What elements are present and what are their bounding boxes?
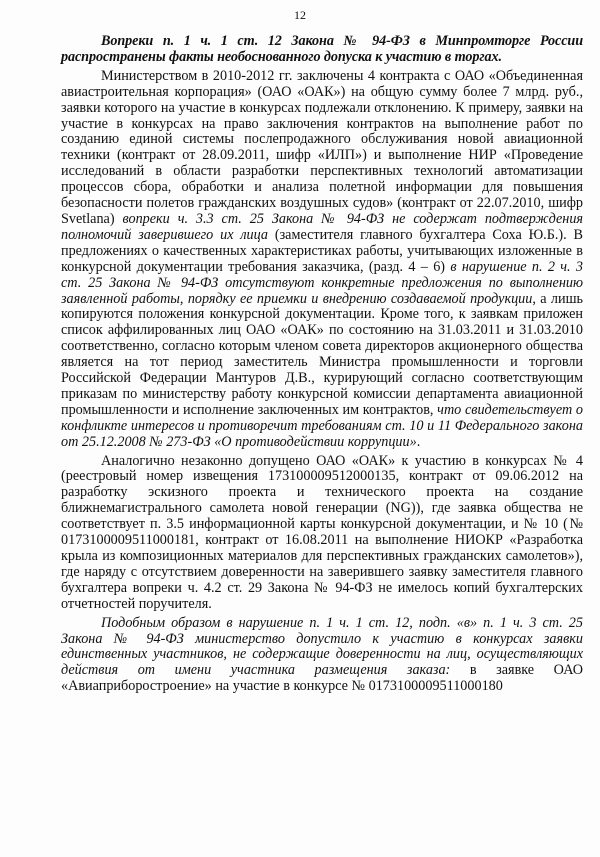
para1-seg-2: (заместителя главного бухгалтера Соха Ю.Б.). В предложениях о качественных характеристиках работы, учитывающих изложенные в конкурсной документации требования заказчика, (разд. 4 – 6) bbox=[61, 226, 583, 275]
page-number: 12 bbox=[294, 8, 306, 22]
para1-seg-6: . bbox=[416, 433, 421, 450]
para3-seg-1: в заявке ОАО «Авиаприборостроение» на участие в конкурсе № 0173100009511000180 bbox=[61, 662, 583, 695]
paragraph-3 bbox=[61, 616, 583, 696]
para1-seg-5: что свидетельствует о конфликте интересов и противоречит требованиям ст. 10 и 11 Федерального закона от 25.12.2008 № 273-ФЗ «О противодействии коррупции» bbox=[61, 401, 583, 450]
paragraph-2: Аналогично незаконно допущено ОАО «ОАК» к участию в конкурсах № 4 (реестровый номер извещения 173100009512000135, контракт от 09.06.2012 на разработку эскизного проекта и технического проекта на создание ближнемагистрального самолета новой генерации (NG)), где заявка общества не соответствует п. 3.5 информационной карты конкурсной документации, и № 10 (№ 0173100009511000181, контракт от 16.08.2011 на выполнение НИОКР «Разработка крыла из композиционных материалов для перспективных гражданских самолетов»), где наряду с отсутствием доверенности на заверившего заявку заместителя главного бухгалтера вопреки ч. 4.2 ст. 29 Закона № 94-ФЗ не имелось копий бухгалтерских отчетностей поручителя. bbox=[61, 452, 583, 612]
para1-seg-0: Министерством в 2010-2012 гг. заключены 4 контракта с ОАО «Объединенная авиастроительная корпорация» (ОАО «ОАК») на общую сумму более 7 млрд. руб., заявки которого на участие в конкурсах подлежали отклонению. К примеру, заявки на участие в конкурсах на право заключения контрактов на выполнение работ по созданию единой системы послепродажного обслуживания новой авиационной техники (контракт от 28.09.2011, шифр «ИЛП») и выполнение НИР «Проведение исследований в области разработки перспективных технологий автоматизации процессов сбора, обработки и анализа полетной информации для повышения безопасности полетов гражданских воздушных судов» (контракт от 22.07.2010, шифр Svetlana) bbox=[61, 67, 583, 227]
para1-seg-4: , а лишь копируются положения конкурсной документации. Кроме того, к заявкам приложен список аффилированных лиц ОАО «ОАК» по состоянию на 31.03.2011 и 31.03.2010 соответственно, согласно которым членом совета директоров акционерного общества является на тот период заместитель Министра промышленности и торговли Российской Федерации Мантуров Д.В., курирующий согласно соответствующим приказам по министерству работу конкурсной комиссии департамента авиационной промышленности и исполнение заключенных им контрактов, bbox=[61, 290, 583, 418]
document-body bbox=[61, 34, 583, 695]
para1-seg-1: вопреки ч. 3.3 ст. 25 Закона № 94-ФЗ не содержат подтверждения полномочий заверившего их лица bbox=[61, 210, 584, 243]
para3-seg-0: Подобным образом в нарушение п. 1 ч. 1 ст. 12, подп. «в» п. 1 ч. 3 ст. 25 Закона № 94-ФЗ министерство допустило к участию в конкурсах заявки единственных участников, не содержащие доверенности на лиц, осуществляющих действия от имени участника размещения заказа: bbox=[61, 614, 583, 679]
section-heading: Вопреки п. 1 ч. 1 ст. 12 Закона № 94-ФЗ в Минпромторге России распространены факты необоснованного допуска к участию в торгах. bbox=[61, 33, 583, 65]
paragraph-1 bbox=[61, 69, 583, 451]
para1-seg-3: в нарушение п. 2 ч. 3 ст. 25 Закона № 94-ФЗ отсутствуют конкретные предложения по выполнению заявленной работы, порядку ее приемки и внедрению создаваемой продукции bbox=[61, 258, 583, 307]
